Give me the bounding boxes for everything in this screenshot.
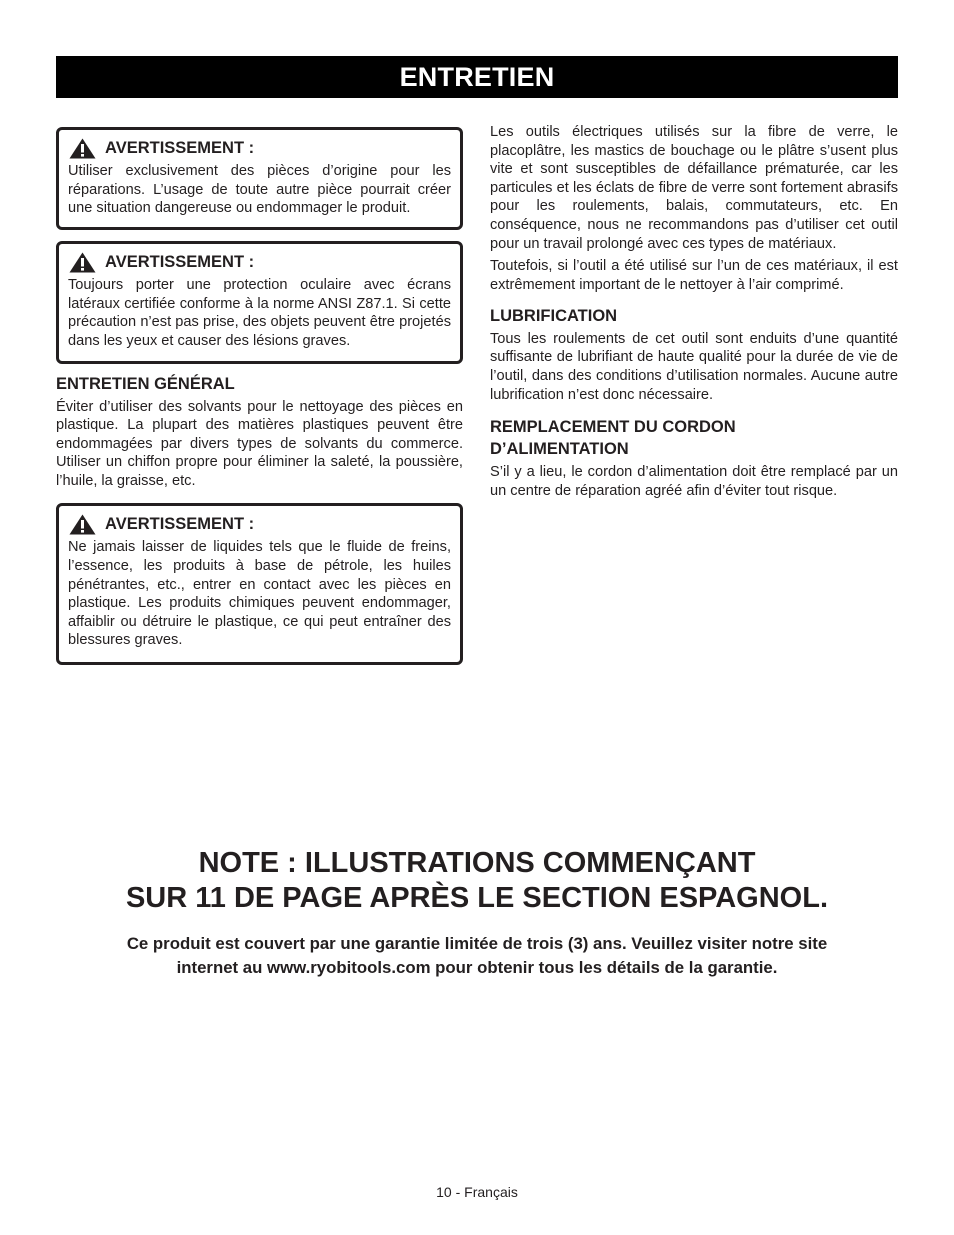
warning-box-original-parts xyxy=(56,127,463,230)
warning-header xyxy=(68,252,451,273)
warning-text: Toujours porter une protection oculaire avec écrans latéraux certifiée conforme à la norme ANSI Z87.1. Si cette précaution n’est pas prise, des objets peuvent être projetés dans les yeux et causer des lésions graves. xyxy=(68,277,451,349)
warranty-statement xyxy=(56,932,898,980)
page-number: 10 - Français xyxy=(436,1184,518,1200)
warranty-line-2: internet au www.ryobitools.com pour obtenir tous les détails de la garantie. xyxy=(176,958,778,977)
warning-text: Ne jamais laisser de liquides tels que le fluide de freins, l’essence, les produits à base de pétrole, les huiles pénétrantes, etc., entrer en contact avec les pièces en plastique. Les produits chimiques peuvent endommager, affaiblir ou détruire le plastique, ce qui peut entraîner des blessures graves. xyxy=(68,539,451,649)
illustrations-note xyxy=(56,846,898,916)
warning-triangle-icon xyxy=(69,138,96,159)
warning-title: AVERTISSEMENT : xyxy=(105,253,255,271)
cord-heading-line-1: REMPLACEMENT DU CORDON xyxy=(490,418,736,437)
compressed-air-paragraph: Toutefois, si l’outil a été utilisé sur l’un de ces matériaux, il est extrêmement important de le nettoyer à l’air comprimé. xyxy=(490,258,898,293)
warranty-line-1: Ce produit est couvert par une garantie limitée de trois (3) ans. Veuillez visiter notre site xyxy=(126,934,828,953)
cord-heading-line-2: D’ALIMENTATION xyxy=(490,439,629,458)
right-column xyxy=(490,123,898,500)
general-maintenance-heading: ENTRETIEN GÉNÉRAL xyxy=(56,375,235,393)
cord-replacement-text: S’il y a lieu, le cordon d’alimentation doit être remplacé par un un centre de réparation agréé afin d’éviter tout risque. xyxy=(490,464,898,499)
lubrification-text: Tous les roulements de cet outil sont enduits d’une quantité suffisante de lubrifiant de haute qualité pour la durée de vie de l’outil, dans des conditions d’utilisation normales. Aucune autre lubrification n’est donc nécessaire. xyxy=(490,330,898,403)
warning-header xyxy=(68,138,451,159)
lubrification-heading: LUBRIFICATION xyxy=(490,307,618,326)
section-banner: ENTRETIEN xyxy=(56,56,898,98)
warning-box-eye-protection xyxy=(56,241,463,364)
warning-title: AVERTISSEMENT : xyxy=(105,139,255,157)
warning-triangle-icon xyxy=(69,514,96,535)
warning-title: AVERTISSEMENT : xyxy=(105,515,255,534)
warning-text: Utiliser exclusivement des pièces d’origine pour les réparations. L’usage de toute autre pièce pourrait créer une situation dangereuse ou endommager le produit. xyxy=(68,163,451,217)
general-maintenance-text: Éviter d’utiliser des solvants pour le nettoyage des pièces en plastique. La plupart des matières plastiques peuvent être endommagées par divers types de solvants du commerce. Utiliser un chiffon propre pour éliminer la saleté, la poussière, l’huile, la graisse, etc. xyxy=(56,398,463,489)
note-line-1: NOTE : ILLUSTRATIONS COMMENÇANT xyxy=(198,847,756,879)
warning-triangle-icon xyxy=(69,252,96,273)
left-column xyxy=(56,127,463,665)
fiberglass-paragraph: Les outils électriques utilisés sur la fibre de verre, le placoplâtre, les mastics de bouchage ou le plâtre s’usent plus vite et sont susceptibles de défaillance prématurée, car les particules et les éclats de fibre de verre sont fortement abrasifs pour les roulements, balais, commutateurs, etc. En conséquence, nous ne recommandons pas d’utiliser cet outil pour un travail prolongé avec ces types de matériaux. xyxy=(490,124,898,252)
warning-header xyxy=(68,514,451,535)
note-line-2: SUR 11 DE PAGE APRÈS LE SECTION ESPAGNOL. xyxy=(125,882,829,914)
warning-box-liquids xyxy=(56,503,463,665)
cord-replacement-heading xyxy=(490,417,898,460)
